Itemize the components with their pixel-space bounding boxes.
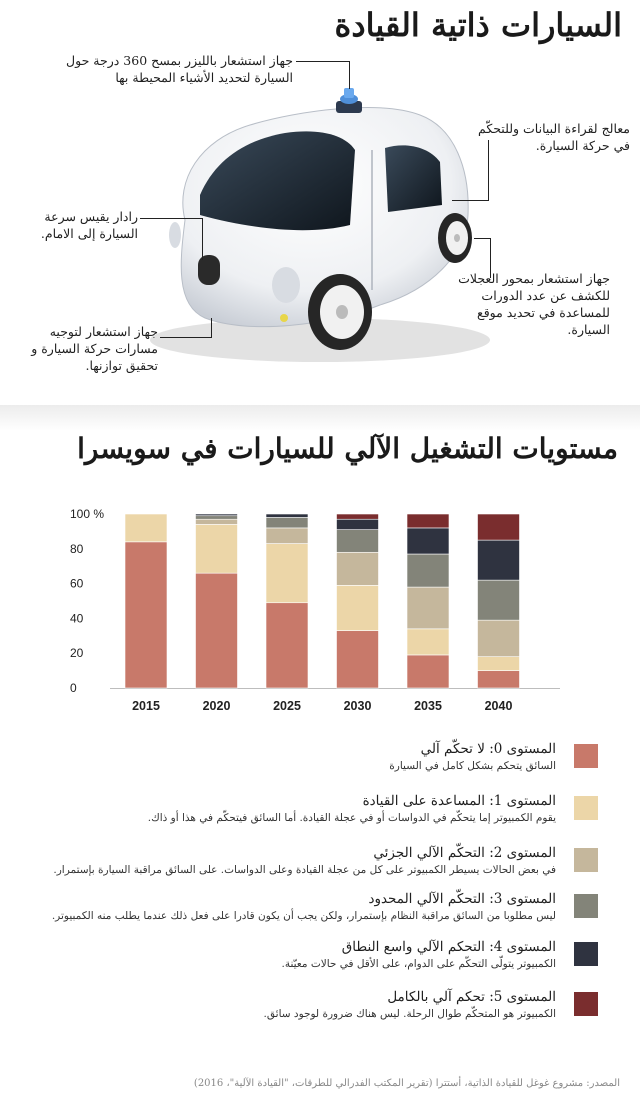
- callout-line-wheel: [474, 238, 490, 239]
- bar-segment-2040-level-3: [478, 580, 520, 620]
- callout-laser-sensor: جهاز استشعار بالليزر بمسح 360 درجة حول السيارة لتحديد الأشياء المحيطة بها: [66, 53, 293, 85]
- legend-swatch: [574, 992, 598, 1016]
- bar-segment-2035-level-0: [407, 655, 449, 688]
- callout-processor: معالج لقراءة البيانات وللتحكّم في حركة السيارة.: [478, 121, 630, 153]
- callout-line-processor-h: [452, 200, 489, 201]
- bar-segment-2030-level-5: [337, 514, 379, 519]
- legend-title: المستوى 4: التحكم الآلي واسع النطاق: [341, 939, 556, 955]
- legend-description: يقوم الكمبيوتر إما يتحكّم في الدواسات أو في عجلة القيادة. أما السائق فيتحكّم في هذا أو ذاك.: [147, 812, 556, 824]
- legend-item-level-2: [0, 844, 640, 894]
- legend-description: في بعض الحالات يسيطر الكمبيوتر على كل من عجلة القيادة وعلى الدواسات. على السائق مراقبة السيارة بإستمرار.: [53, 864, 556, 876]
- bar-segment-2030-level-1: [337, 585, 379, 630]
- bar-segment-2015-level-0: [125, 542, 167, 688]
- y-tick-label: 40: [70, 611, 84, 626]
- y-tick-label: 80: [70, 541, 84, 556]
- stacked-bar-chart: [0, 490, 640, 720]
- legend-item-level-1: [0, 792, 640, 842]
- legend-title: المستوى 3: التحكّم الآلي المحدود: [368, 891, 556, 907]
- x-tick-label: 2015: [132, 699, 160, 713]
- source-note: المصدر: مشروع غوغل للقيادة الذاتية، أستترا (تقرير المكتب الفدرالي للطرقات، "القيادة الآلية"، 2016): [193, 1078, 620, 1089]
- callout-line-laser-v: [349, 61, 350, 89]
- bar-segment-2035-level-3: [407, 554, 449, 587]
- section-divider: [0, 405, 640, 431]
- bar-segment-2040-level-4: [478, 540, 520, 580]
- legend-item-level-5: [0, 988, 640, 1038]
- legend-swatch: [574, 942, 598, 966]
- y-tick-label: 100 %: [70, 507, 105, 521]
- bar-segment-2030-level-2: [337, 552, 379, 585]
- bar-segment-2025-level-3: [266, 517, 308, 527]
- y-tick-label: 20: [70, 646, 84, 661]
- legend-title: المستوى 2: التحكّم الآلي الجزئي: [373, 845, 556, 861]
- y-tick-label: 60: [70, 576, 84, 591]
- bar-segment-2020-level-4: [196, 514, 238, 516]
- callout-line-radar: [140, 218, 202, 219]
- x-tick-label: 2030: [343, 699, 372, 713]
- bar-segment-2030-level-0: [337, 631, 379, 688]
- bar-segment-2025-level-0: [266, 603, 308, 688]
- legend-title: المستوى 1: المساعدة على القيادة: [362, 793, 556, 809]
- bar-segment-2030-level-3: [337, 530, 379, 553]
- bar-segment-2020-level-1: [196, 524, 238, 573]
- bar-segment-2015-level-1: [125, 514, 167, 542]
- callout-line-radar-v: [202, 218, 203, 260]
- x-tick-label: 2025: [273, 699, 301, 713]
- bar-segment-2030-level-4: [337, 519, 379, 529]
- callout-wheel-sensor: جهاز استشعار بمحور العجلات للكشف عن عدد الدورات للمساعدة في تحديد موقع السيارة.: [458, 271, 610, 337]
- bar-segment-2025-level-2: [266, 528, 308, 544]
- callout-steering-sensor: جهاز استشعار لتوجيه مسارات حركة السيارة و تحقيق توازنها.: [31, 324, 158, 373]
- y-tick-label: 0: [70, 681, 77, 695]
- bar-segment-2020-level-2: [196, 519, 238, 524]
- legend-swatch: [574, 848, 598, 872]
- legend-item-level-0: [0, 740, 640, 790]
- legend-description: الكمبيوتر يتولّى التحكّم على الدوام، على الأقل في حالات معيّنة.: [281, 958, 556, 970]
- callout-line-steering: [160, 337, 212, 338]
- callout-line-laser: [296, 61, 349, 62]
- bar-segment-2040-level-5: [478, 514, 520, 540]
- legend-description: السائق يتحكم بشكل كامل في السيارة: [389, 760, 556, 772]
- bar-segment-2035-level-2: [407, 587, 449, 629]
- callout-line-steering-v: [211, 318, 212, 338]
- bar-segment-2020-level-3: [196, 516, 238, 519]
- legend-item-level-3: [0, 890, 640, 940]
- bar-segment-2035-level-4: [407, 528, 449, 554]
- legend-swatch: [574, 744, 598, 768]
- bar-segment-2035-level-5: [407, 514, 449, 528]
- bar-segment-2040-level-2: [478, 620, 520, 657]
- bar-segment-2040-level-0: [478, 671, 520, 688]
- bar-segment-2025-level-4: [266, 514, 308, 517]
- car-infographic: [0, 0, 640, 405]
- callout-radar: رادار يقيس سرعة السيارة إلى الامام.: [40, 209, 138, 241]
- chart-title: مستويات التشغيل الآلي للسيارات في سويسرا: [77, 432, 618, 465]
- legend-title: المستوى 0: لا تحكّم آلي: [420, 741, 556, 757]
- legend-swatch: [574, 894, 598, 918]
- bar-segment-2020-level-0: [196, 573, 238, 688]
- legend-item-level-4: [0, 938, 640, 988]
- bar-segment-2040-level-1: [478, 657, 520, 671]
- bar-segment-2025-level-1: [266, 544, 308, 603]
- x-tick-label: 2040: [484, 699, 513, 713]
- x-tick-label: 2020: [202, 699, 231, 713]
- legend-description: الكمبيوتر هو المتحكّم طوال الرحلة. ليس هناك ضرورة لوجود سائق.: [263, 1008, 556, 1020]
- legend-description: ليس مطلوبا من السائق مراقبة النظام بإستمرار، ولكن يجب أن يكون قادرا على فعل ذلك عندما يطلب منه الكمبيوتر.: [51, 910, 556, 922]
- main-title: السيارات ذاتية القيادة: [334, 6, 622, 44]
- legend-swatch: [574, 796, 598, 820]
- x-tick-label: 2035: [414, 699, 442, 713]
- bar-segment-2035-level-1: [407, 629, 449, 655]
- legend-title: المستوى 5: تحكم آلي بالكامل: [387, 989, 556, 1005]
